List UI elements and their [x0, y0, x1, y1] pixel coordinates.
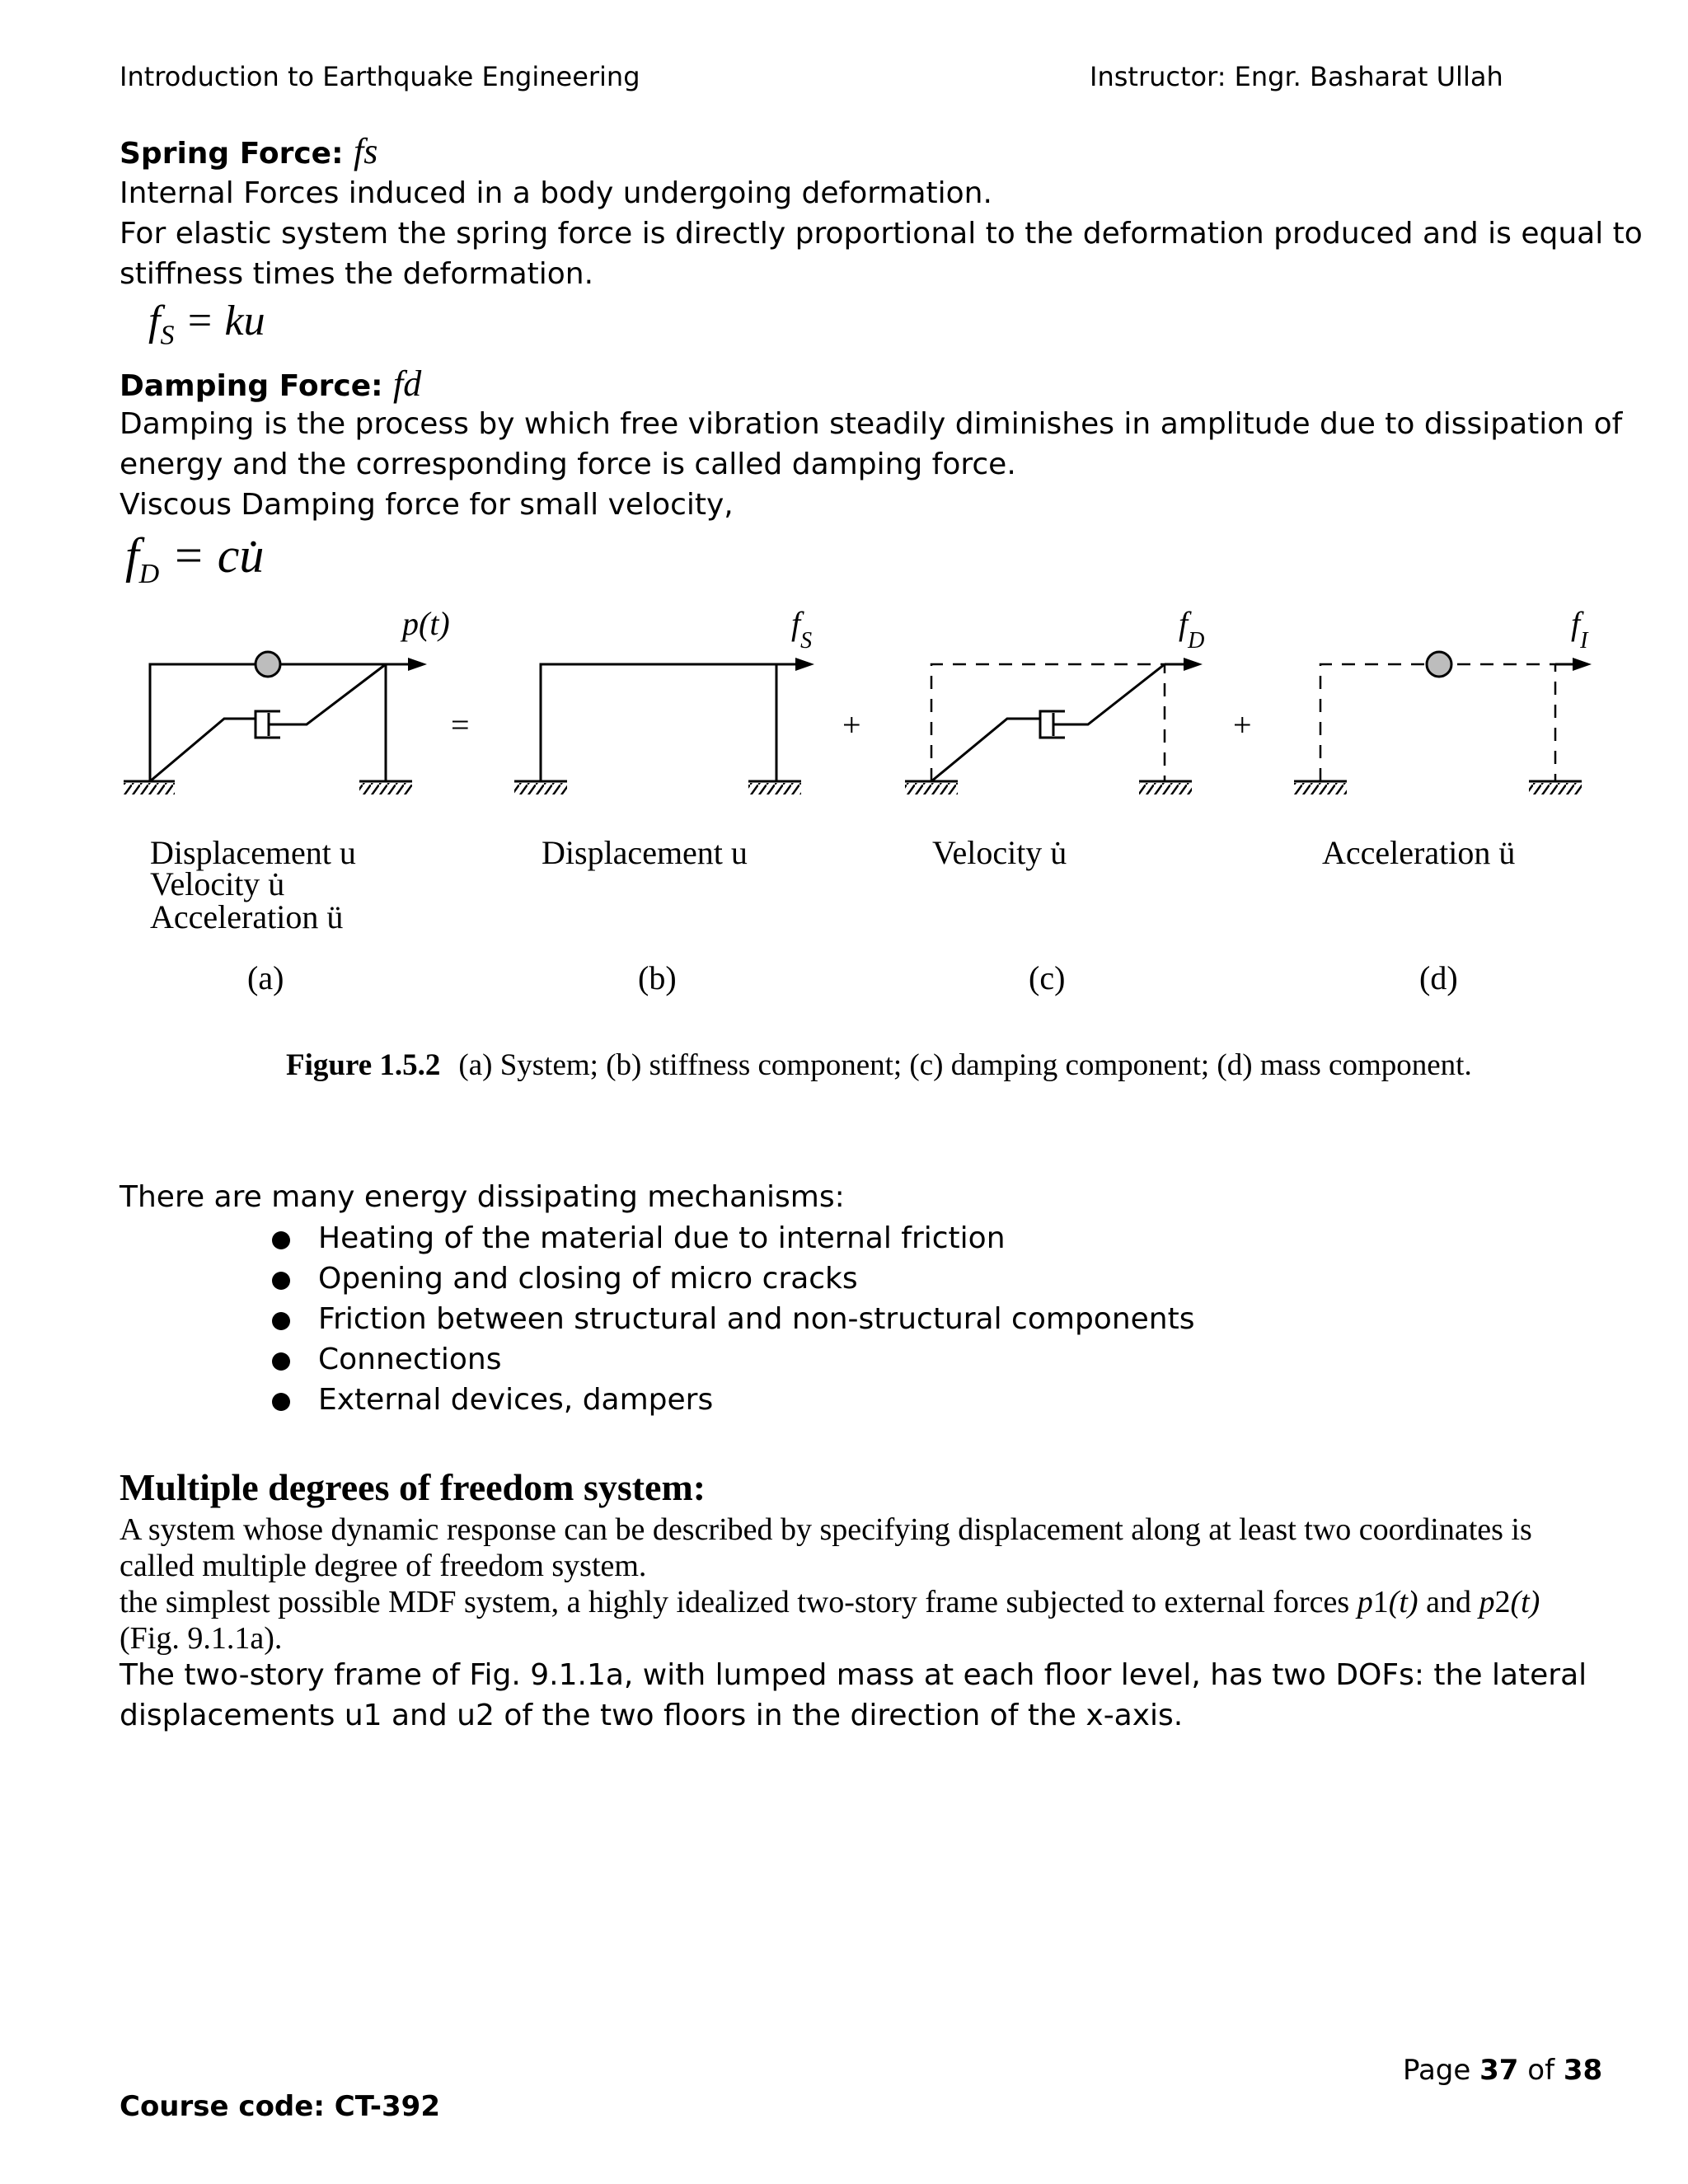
page-total: 38	[1563, 2054, 1603, 2087]
tag-b: (b)	[638, 959, 677, 996]
operator-plus-1: +	[842, 706, 861, 743]
damping-line-2: energy and the corresponding force is called damping force.	[120, 448, 1016, 481]
list-item: Connections	[272, 1339, 1194, 1380]
page-of: of	[1518, 2054, 1564, 2087]
spring-eq-sub: S	[160, 320, 175, 351]
mdof-p2-and: and	[1418, 1585, 1479, 1619]
frame-a-support-left	[124, 783, 175, 794]
damping-eq-sub: D	[138, 559, 160, 589]
mdof-p3-line-1: The two-story frame of Fig. 9.1.1a, with lumped mass at each floor level, has two DOFs: the lateral	[120, 1658, 1587, 1692]
force-label-d: $f_I$	[1571, 605, 1588, 654]
frame-c-support-right	[1139, 783, 1192, 794]
mechanisms-intro: There are many energy dissipating mechanisms:	[120, 1180, 845, 1214]
label-d: Acceleration ü	[1322, 834, 1516, 871]
mdof-p1-line-1: A system whose dynamic response can be described by specifying displacement along at least two coordinates is	[120, 1512, 1532, 1547]
mdof-p2-force2-t: (t)	[1510, 1585, 1540, 1619]
force-label-c: $f_D$	[1179, 605, 1205, 654]
frame-a-system	[124, 652, 427, 794]
page-prefix: Page	[1403, 2054, 1480, 2087]
mechanisms-list	[272, 1218, 1194, 1420]
damping-line-1: Damping is the process by which free vibration steadily diminishes in amplitude due to dissipation of	[120, 407, 1623, 441]
spring-eq-lhs: f	[148, 298, 161, 344]
label-c: Velocity u̇	[932, 834, 1067, 871]
frame-b-structure	[541, 664, 776, 781]
header-instructor: Instructor: Engr. Basharat Ullah	[1090, 61, 1503, 92]
page-current: 37	[1479, 2054, 1519, 2087]
frame-d-dashed-frame	[1320, 664, 1555, 781]
frame-a-force-arrow	[408, 658, 427, 671]
damping-eq-lhs: f	[125, 528, 139, 583]
force-label-a: p(t)	[402, 605, 450, 642]
frame-a-support-right	[359, 783, 412, 794]
mdof-p2-text: the simplest possible MDF system, a highly idealized two-story frame subjected to external forces	[120, 1585, 1357, 1619]
list-item: External devices, dampers	[272, 1380, 1194, 1420]
label-b: Displacement u	[542, 834, 748, 871]
spring-symbol: fs	[354, 131, 378, 171]
frame-c-damping	[905, 658, 1203, 794]
frame-c-dashed-frame	[931, 664, 1165, 781]
header-course-title: Introduction to Earthquake Engineering	[120, 61, 640, 92]
frame-b-support-left	[514, 783, 567, 794]
label-a-line-3: Acceleration ü	[150, 898, 344, 935]
frame-d-mass	[1294, 652, 1592, 794]
mdof-title: Multiple degrees of freedom system:	[120, 1466, 706, 1508]
spring-line-2: For elastic system the spring force is directly proportional to the deformation produced and is equal to	[120, 217, 1643, 251]
frame-d-mass	[1427, 652, 1451, 677]
frame-a-structure	[150, 664, 381, 781]
list-item: Friction between structural and non-structural components	[272, 1299, 1194, 1339]
frame-c-support-left	[905, 783, 958, 794]
operator-plus-2: +	[1233, 706, 1252, 743]
frame-c-damper-rod	[931, 719, 1040, 781]
mdof-p2-force2-num: 2	[1494, 1585, 1511, 1619]
frame-d-support-right	[1529, 783, 1582, 794]
mdof-p2-force1-num: 1	[1372, 1585, 1389, 1619]
tag-c: (c)	[1029, 959, 1066, 996]
frame-d-force-arrow	[1573, 658, 1592, 671]
spring-line-3: stiffness times the deformation.	[120, 257, 594, 291]
spring-heading-label: Spring Force:	[120, 137, 354, 171]
frame-d-support-left	[1294, 783, 1347, 794]
spring-eq-rhs: = ku	[185, 298, 265, 344]
force-label-b: $f_S$	[791, 605, 813, 654]
damping-symbol: fd	[393, 363, 422, 404]
operator-equals: =	[451, 706, 470, 743]
damping-heading-label: Damping Force:	[120, 369, 394, 403]
list-item: Opening and closing of micro cracks	[272, 1258, 1194, 1299]
label-a-line-1: Displacement u	[150, 834, 356, 871]
mdof-p2-line-1	[120, 1584, 1540, 1620]
mdof-p2-force1-p: p	[1357, 1585, 1373, 1619]
label-a-line-2: Velocity u̇	[150, 865, 285, 902]
mdof-p2-force2-p: p	[1479, 1585, 1495, 1619]
frame-a-mass	[256, 652, 280, 677]
frame-b-force-arrow	[795, 658, 814, 671]
damping-eq-rhs: = cu̇	[171, 528, 265, 583]
frame-a-damper-rod	[150, 719, 256, 781]
page-number	[1403, 2054, 1602, 2087]
list-item: Heating of the material due to internal friction	[272, 1218, 1194, 1258]
mdof-p2-line-2: (Fig. 9.1.1a).	[120, 1621, 283, 1656]
frame-c-force-arrow	[1184, 658, 1203, 671]
damping-line-3: Viscous Damping force for small velocity,	[120, 488, 734, 522]
mdof-p3-line-2: displacements u1 and u2 of the two floors in the direction of the x-axis.	[120, 1699, 1184, 1732]
figure-caption: Figure 1.5.2 (a) System; (b) stiffness component; (c) damping component; (d) mass component.	[286, 1048, 1472, 1082]
course-code: Course code: CT-392	[120, 2090, 440, 2123]
mdof-p2-force1-t: (t)	[1388, 1585, 1418, 1619]
tag-d: (d)	[1419, 959, 1458, 996]
mdof-p1-line-2: called multiple degree of freedom system.	[120, 1549, 647, 1583]
frame-b-support-right	[748, 783, 801, 794]
spring-line-1: Internal Forces induced in a body undergoing deformation.	[120, 176, 992, 210]
tag-a: (a)	[247, 959, 284, 996]
frame-b-stiffness	[514, 658, 814, 794]
